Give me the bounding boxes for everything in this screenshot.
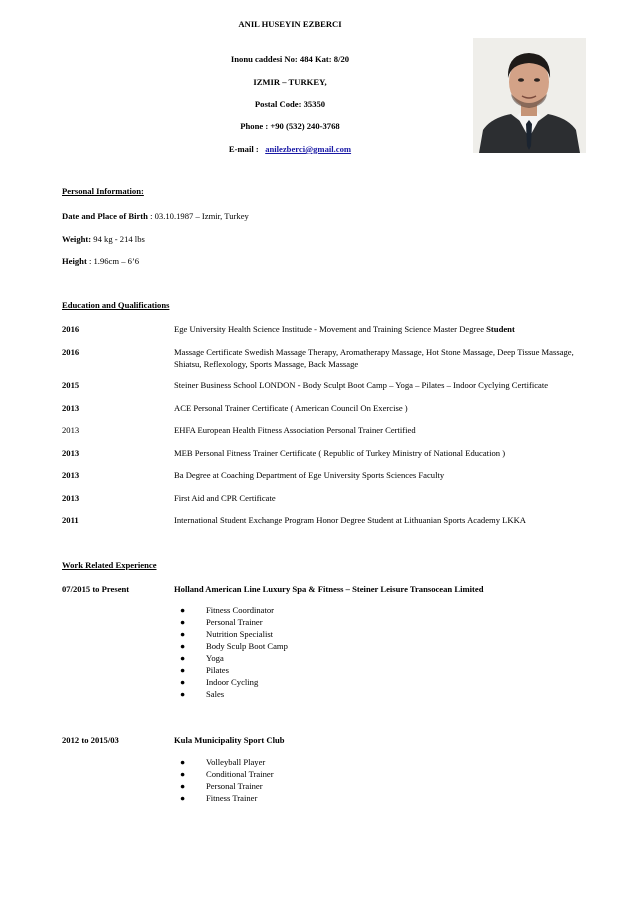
list-item: ● Yoga <box>180 653 224 663</box>
education-year: 2013 <box>62 470 80 480</box>
email-link[interactable]: anilezberci@gmail.com <box>265 144 352 154</box>
education-heading: Education and Qualifications <box>62 300 170 310</box>
list-item: ● Personal Trainer <box>180 781 263 791</box>
birth-value: : 03.10.1987 – Izmir, Turkey <box>147 211 249 221</box>
education-year: 2013 <box>62 403 80 413</box>
list-item: ● Nutrition Specialist <box>180 629 274 639</box>
birth-line <box>62 211 249 221</box>
postal-line: Postal Code: 35350 <box>254 99 326 109</box>
education-entry: Ege University Health Science Institude - Movement and Training Science Master Degree Student <box>174 324 515 334</box>
email-label: E-mail : <box>228 144 259 154</box>
list-item: ● Body Sculp Boot Camp <box>180 641 288 651</box>
education-entry: MEB Personal Fitness Trainer Certificate ( Republic of Turkey Ministry of National Education ) <box>174 448 506 458</box>
job-employer: Holland American Line Luxury Spa & Fitness – Steiner Leisure Transocean Limited <box>174 584 484 594</box>
email-line <box>150 144 430 154</box>
education-year: 2013 <box>62 425 80 435</box>
education-entry: Ba Degree at Coaching Department of Ege University Sports Sciences Faculty <box>174 470 445 480</box>
education-entry-cont: Shiatsu, Reflexology, Sports Massage, Back Massage <box>174 359 359 369</box>
education-entry: ACE Personal Trainer Certificate ( American Council On Exercise ) <box>174 403 408 413</box>
height-label: Height <box>62 256 87 266</box>
education-year: 2011 <box>62 515 79 525</box>
job-period: 07/2015 to Present <box>62 584 130 594</box>
education-year: 2015 <box>62 380 80 390</box>
birth-label: Date and Place of Birth <box>62 211 148 221</box>
work-heading: Work Related Experience <box>62 560 157 570</box>
city-line: IZMIR – TURKEY, <box>253 77 327 87</box>
cv-name: ANIL HUSEYIN EZBERCI <box>238 19 342 29</box>
education-year: 2016 <box>62 324 80 334</box>
list-item: ● Indoor Cycling <box>180 677 259 687</box>
education-year: 2013 <box>62 493 80 503</box>
weight-value: 94 kg - 214 lbs <box>91 234 145 244</box>
profile-photo <box>473 38 586 153</box>
education-entry: Massage Certificate Swedish Massage Therapy, Aromatherapy Massage, Hot Stone Massage, Deep Tissue Massage, <box>174 347 574 357</box>
list-item: ● Fitness Trainer <box>180 793 258 803</box>
list-item: ● Fitness Coordinator <box>180 605 275 615</box>
list-item: ● Pilates <box>180 665 229 675</box>
list-item: ● Conditional Trainer <box>180 769 274 779</box>
job-period: 2012 to 2015/03 <box>62 735 119 745</box>
education-entry: EHFA European Health Fitness Association Personal Trainer Certified <box>174 425 416 435</box>
personal-heading: Personal Information: <box>62 186 144 196</box>
profile-photo-image <box>473 38 586 153</box>
height-value: : 1.96cm – 6’6 <box>86 256 140 266</box>
job-employer: Kula Municipality Sport Club <box>174 735 285 745</box>
list-item: ● Volleyball Player <box>180 757 266 767</box>
list-item: ● Sales <box>180 689 225 699</box>
education-year: 2016 <box>62 347 80 357</box>
education-entry: First Aid and CPR Certificate <box>174 493 276 503</box>
address-line: Inonu caddesi No: 484 Kat: 8/20 <box>230 54 350 64</box>
phone-line: Phone : +90 (532) 240-3768 <box>240 121 340 131</box>
education-entry: International Student Exchange Program Honor Degree Student at Lithuanian Sports Academy LKKA <box>174 515 527 525</box>
weight-label: Weight: <box>62 234 92 244</box>
height-line <box>62 256 139 266</box>
list-item: ● Personal Trainer <box>180 617 263 627</box>
education-entry: Steiner Business School LONDON - Body Sculpt Boot Camp – Yoga – Pilates – Indoor Cyclying Certificate <box>174 380 549 390</box>
education-year: 2013 <box>62 448 80 458</box>
weight-line <box>62 234 145 244</box>
